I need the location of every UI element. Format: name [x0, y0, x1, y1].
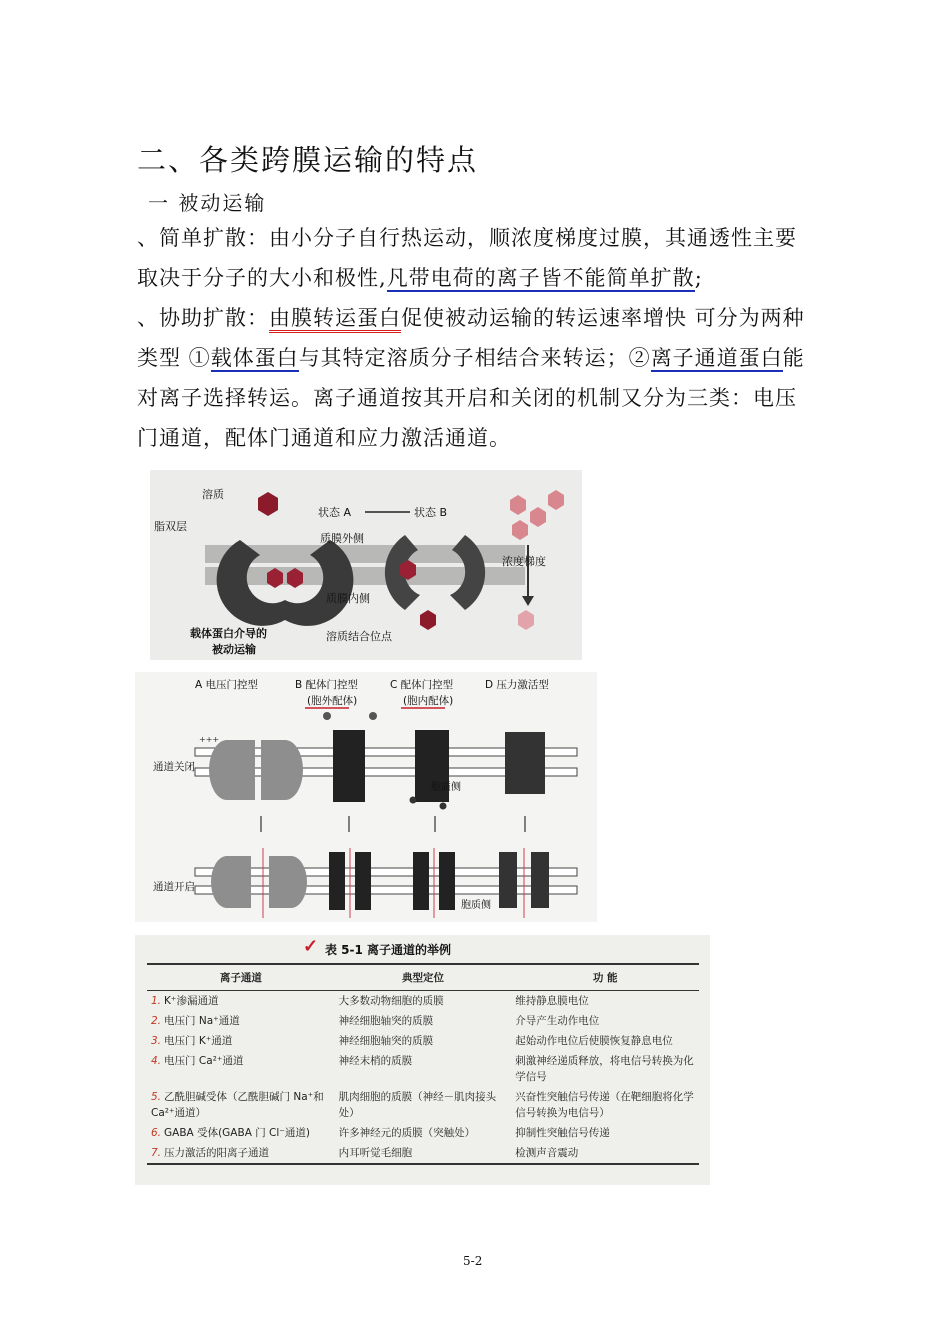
simple-diffusion-text: 、简单扩散：由小分子自行热运动，顺浓度梯度过膜，其通透性主要取决于分子的大小和极性,: [137, 226, 797, 290]
table-row: [147, 1087, 699, 1123]
table-row: [147, 1011, 699, 1031]
channel-function: 维持静息膜电位: [515, 995, 589, 1007]
fd-text-3: 能对离子选择转运。离子通道按其开启和关闭的机制又分为三类：电压门通道，配体门通道和应力激活通道。: [137, 346, 805, 450]
table-row: [147, 991, 699, 1012]
header-channel: 离子通道: [147, 964, 335, 991]
red-underlined-transport-protein: 由膜转运蛋白: [269, 306, 401, 333]
check-mark: ✓: [303, 936, 319, 957]
ligand-2: [369, 712, 377, 720]
channel-location: 大多数动物细胞的质膜: [338, 995, 444, 1007]
row-number: 2.: [151, 1015, 162, 1027]
ion-channel-gating-figure: [135, 672, 597, 922]
underlined-channel-protein: 离子通道蛋白: [650, 346, 783, 370]
channel-location: 神经细胞轴突的质膜: [338, 1015, 434, 1027]
channel-name: K⁺渗漏通道: [164, 995, 219, 1007]
gradient-arrowhead: [522, 596, 534, 606]
header-function: 功 能: [511, 964, 699, 991]
intracellular-ligand-1: [410, 797, 417, 804]
stress-channel-closed: [505, 732, 545, 794]
released-solute: [420, 610, 436, 630]
membrane-bottom-open: [195, 886, 577, 894]
ligand-channel-b-open-left: [329, 852, 345, 910]
semicolon: ;: [694, 266, 703, 290]
row-number: 7.: [151, 1147, 162, 1159]
col-b-sub: (胞外配体): [307, 695, 358, 707]
stress-channel-open-right: [531, 852, 549, 908]
row-number: 4.: [151, 1055, 162, 1067]
section-heading: 二、各类跨膜运输的特点: [137, 143, 479, 177]
fd-text-1: 促使被动运输的转运速率增快 可分为两种类型 ①: [137, 306, 805, 370]
ligand-channel-c-open-right: [439, 852, 455, 910]
channel-location: 许多神经元的质膜（突触处）: [338, 1127, 476, 1139]
col-c-sub: (胞内配体): [403, 695, 454, 707]
channel-location: 肌肉细胞的质膜（神经－肌肉接头处）: [338, 1091, 497, 1119]
voltage-channel-closed-right: [261, 740, 303, 800]
plus-signs: +++: [199, 735, 220, 744]
col-a-label: A 电压门控型: [195, 679, 259, 691]
channel-function: 检测声音震动: [511, 1143, 699, 1164]
underlined-carrier-protein: 载体蛋白: [210, 346, 299, 370]
label-inside: 质膜内侧: [326, 592, 370, 605]
ion-channel-table: [147, 963, 699, 1165]
cytoplasm-label-open: 胞质侧: [461, 900, 491, 911]
row-open-label: 通道开启: [153, 881, 195, 893]
channel-location: 神经末梢的质膜: [338, 1055, 413, 1067]
row-number: 5.: [151, 1091, 162, 1103]
fd-intro: 、协助扩散：: [137, 306, 269, 330]
facilitated-diffusion-paragraph: [137, 298, 817, 458]
subsection-heading: 一 被动运输: [148, 191, 267, 215]
label-state-b: 状态 B: [414, 506, 448, 519]
row-number: 6.: [151, 1127, 162, 1139]
voltage-channel-closed-left: [209, 740, 255, 800]
gradient-solute-2: [530, 507, 546, 527]
row-closed-label: 通道关闭: [153, 761, 195, 773]
col-b-label: B 配体门控型: [295, 679, 359, 691]
caption-line-1: 载体蛋白介导的: [190, 627, 267, 640]
table-row: [147, 1123, 699, 1143]
table-row: [147, 1143, 699, 1164]
fd-text-2: 与其特定溶质分子相结合来转运；②: [298, 346, 651, 370]
channel-name: 电压门 Na⁺通道: [164, 1015, 240, 1027]
membrane-top-open: [195, 868, 577, 876]
intracellular-ligand-2: [440, 803, 447, 810]
channel-name: GABA 受体(GABA 门 Cl⁻通道): [164, 1127, 310, 1139]
channel-name: 电压门 Ca²⁺通道: [164, 1055, 244, 1067]
col-d-label: D 压力激活型: [485, 679, 549, 691]
row-number: 3.: [151, 1035, 162, 1047]
ligand-channel-c-open-left: [413, 852, 429, 910]
col-c-label: C 配体门控型: [390, 679, 454, 691]
table-row: [147, 1051, 699, 1087]
table-caption: 表 5-1 离子通道的举例: [325, 943, 452, 957]
channel-name: 压力激活的阳离子通道: [164, 1147, 270, 1159]
simple-diffusion-paragraph: [137, 218, 817, 298]
label-outside: 质膜外侧: [320, 532, 364, 545]
underlined-ion-note: 凡带电荷的离子皆不能简单扩散: [386, 266, 695, 290]
channel-name: 电压门 K⁺通道: [164, 1035, 233, 1047]
header-location: 典型定位: [335, 964, 512, 991]
gradient-solute-5: [518, 610, 534, 630]
channel-function: 兴奋性突触信号传递（在靶细胞将化学信号转换为电信号）: [515, 1091, 694, 1119]
label-gradient: 浓度梯度: [502, 555, 546, 568]
ligand-channel-b-open-right: [355, 852, 371, 910]
channel-function: 抑制性突触信号传递: [515, 1127, 610, 1139]
carrier-protein-figure: [150, 470, 582, 660]
ligand-channel-b-closed: [333, 730, 365, 802]
channel-location: 内耳听觉毛细胞: [335, 1143, 512, 1164]
label-solute: 溶质: [202, 488, 224, 501]
ion-channel-table-figure: [135, 935, 710, 1185]
channel-function: 刺激神经递质释放，将电信号转换为化学信号: [515, 1055, 694, 1083]
row-number: 1.: [151, 995, 162, 1007]
label-lipid-bilayer: 脂双层: [154, 520, 187, 533]
table-row: [147, 1031, 699, 1051]
channel-function: 介导产生动作电位: [515, 1015, 600, 1027]
label-binding-site: 溶质结合位点: [326, 630, 392, 643]
label-state-a: 状态 A: [318, 506, 352, 519]
solute-hexagon: [258, 492, 278, 516]
gradient-solute-4: [548, 490, 564, 510]
stress-channel-open-left: [499, 852, 517, 908]
ligand-1: [323, 712, 331, 720]
channel-name: 乙酰胆碱受体（乙酰胆碱门 Na⁺和 Ca²⁺通道）: [151, 1091, 324, 1119]
cytoplasm-label-closed: 胞质侧: [431, 782, 461, 793]
page-number: 5-2: [463, 1254, 483, 1268]
caption-line-2: 被动运输: [212, 643, 256, 656]
channel-function: 起始动作电位后使膜恢复静息电位: [515, 1035, 673, 1047]
gradient-solute-1: [510, 495, 526, 515]
voltage-channel-open-right: [269, 856, 307, 908]
voltage-channel-open-left: [211, 856, 251, 908]
channel-location: 神经细胞轴突的质膜: [338, 1035, 434, 1047]
gradient-solute-3: [512, 520, 528, 540]
